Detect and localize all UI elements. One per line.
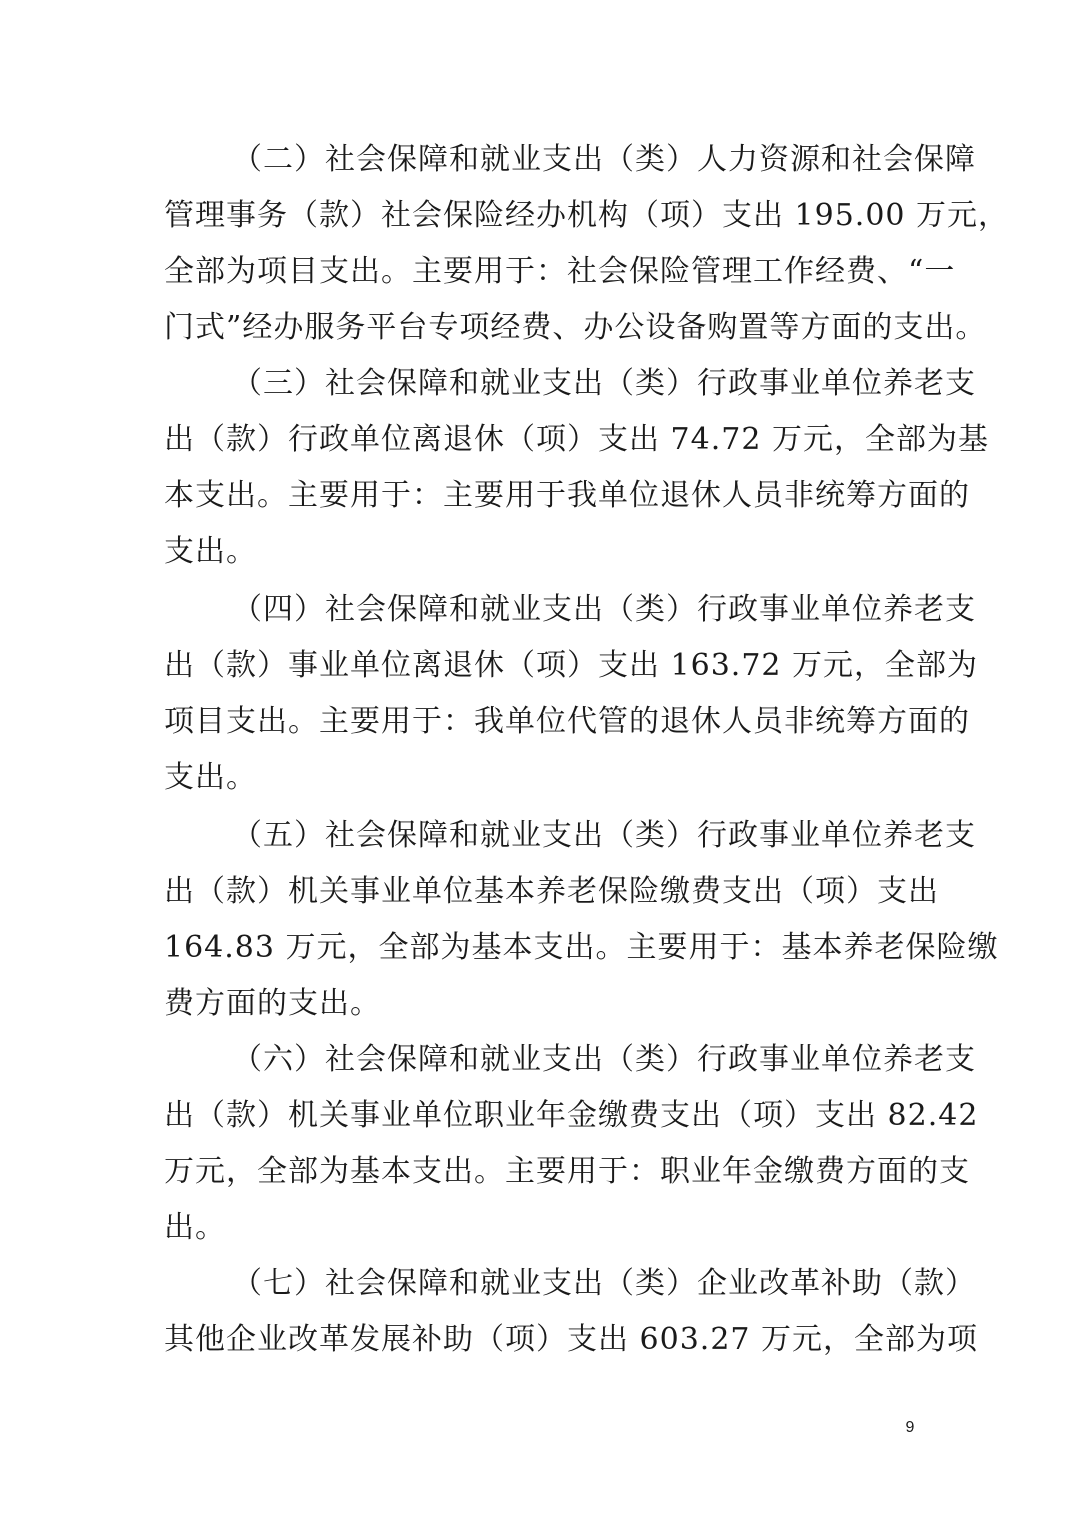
paragraph-4-line-4: 支出。 bbox=[164, 760, 257, 795]
paragraph-2-line-4: 门式”经办服务平台专项经费、办公设备购置等方面的支出。 bbox=[164, 310, 987, 345]
paragraph-7-line-2: 其他企业改革发展补助（项）支出 603.27 万元，全部为项 bbox=[164, 1322, 979, 1357]
paragraph-3-line-2: 出（款）行政单位离退休（项）支出 74.72 万元，全部为基 bbox=[164, 422, 989, 457]
paragraph-2-line-2: 管理事务（款）社会保险经办机构（项）支出 195.00 万元， bbox=[164, 198, 1010, 233]
paragraph-3-line-1: （三）社会保障和就业支出（类）行政事业单位养老支 bbox=[232, 366, 976, 401]
paragraph-3-line-4: 支出。 bbox=[164, 534, 257, 569]
paragraph-5-line-4: 费方面的支出。 bbox=[164, 986, 381, 1021]
paragraph-5-line-2: 出（款）机关事业单位基本养老保险缴费支出（项）支出 bbox=[164, 874, 939, 909]
paragraph-7-line-1: （七）社会保障和就业支出（类）企业改革补助（款） bbox=[232, 1266, 976, 1301]
paragraph-4-line-2: 出（款）事业单位离退休（项）支出 163.72 万元，全部为 bbox=[164, 648, 979, 683]
paragraph-2-line-3: 全部为项目支出。主要用于：社会保险管理工作经费、“一 bbox=[164, 254, 956, 289]
paragraph-6-line-1: （六）社会保障和就业支出（类）行政事业单位养老支 bbox=[232, 1042, 976, 1077]
paragraph-5-line-3: 164.83 万元，全部为基本支出。主要用于：基本养老保险缴 bbox=[164, 930, 999, 965]
paragraph-3-line-3: 本支出。主要用于：主要用于我单位退休人员非统筹方面的 bbox=[164, 478, 970, 513]
paragraph-6-line-4: 出。 bbox=[164, 1210, 226, 1245]
paragraph-6-line-3: 万元，全部为基本支出。主要用于：职业年金缴费方面的支 bbox=[164, 1154, 970, 1189]
paragraph-6-line-2: 出（款）机关事业单位职业年金缴费支出（项）支出 82.42 bbox=[164, 1098, 979, 1133]
paragraph-4-line-1: （四）社会保障和就业支出（类）行政事业单位养老支 bbox=[232, 592, 976, 627]
paragraph-2-line-1: （二）社会保障和就业支出（类）人力资源和社会保障 bbox=[232, 142, 976, 177]
paragraph-5-line-1: （五）社会保障和就业支出（类）行政事业单位养老支 bbox=[232, 818, 976, 853]
paragraph-4-line-3: 项目支出。主要用于：我单位代管的退休人员非统筹方面的 bbox=[164, 704, 970, 739]
page-number: 9 bbox=[905, 1419, 915, 1436]
